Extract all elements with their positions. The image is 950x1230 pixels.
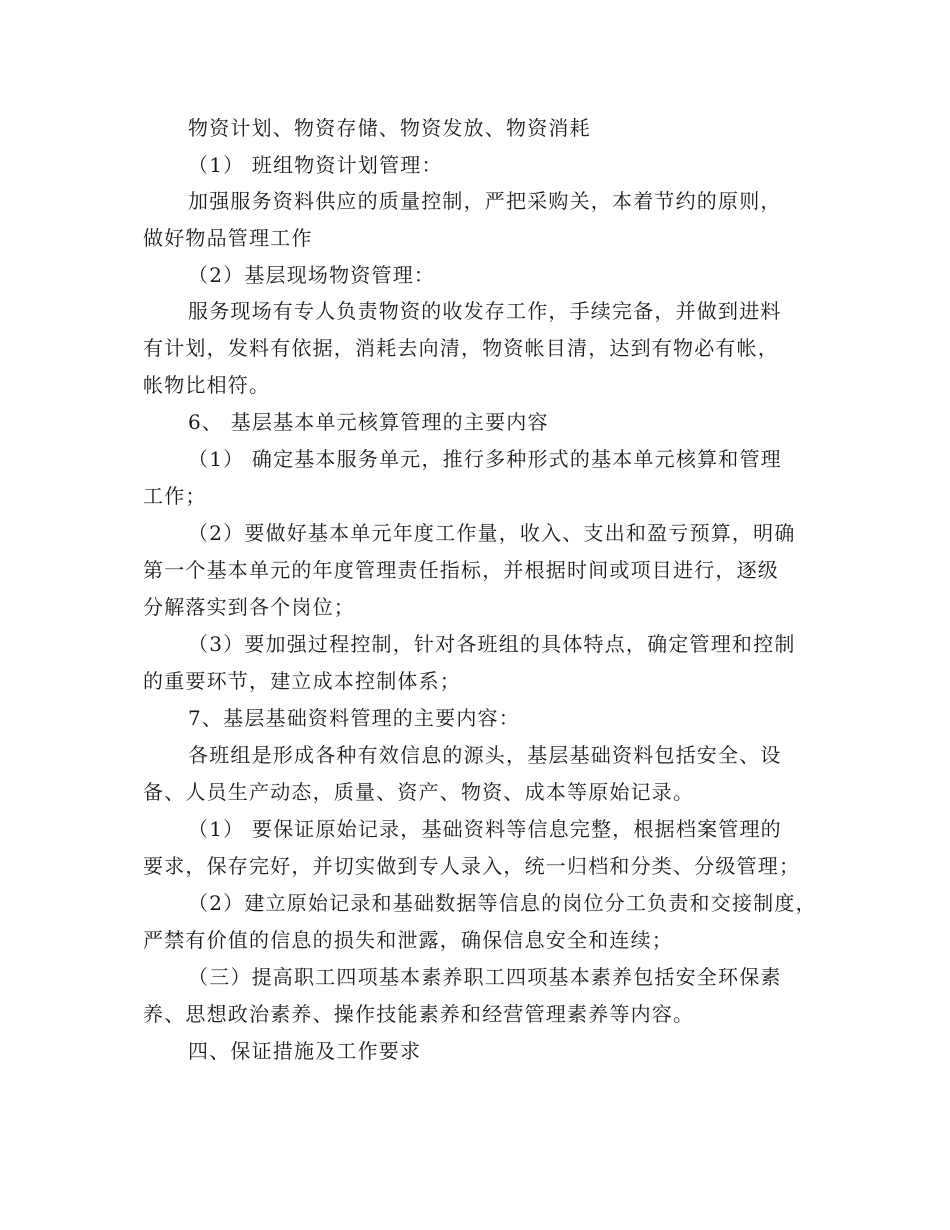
text-line: 工作； [143, 484, 207, 508]
text-line: 做好物品管理工作 [143, 226, 313, 250]
text-line: 第一个基本单元的年度管理责任指标，并根据时间或项目进行，逐级 [143, 558, 779, 582]
text-line: 养、思想政治素养、操作技能素养和经营管理素养等内容。 [143, 1002, 695, 1026]
text-line: （2）建立原始记录和基础数据等信息的岗位分工负责和交接制度， [188, 891, 817, 915]
text-line: （2）要做好基本单元年度工作量，收入、支出和盈亏预算，明确 [188, 521, 796, 545]
text-line: 物资计划、物资存储、物资发放、物资消耗 [188, 116, 591, 140]
text-line: 6、 基层基本单元核算管理的主要内容 [188, 410, 549, 434]
text-line: 四、保证措施及工作要求 [188, 1039, 422, 1063]
text-line: 分解落实到各个岗位； [143, 595, 355, 619]
text-line: 要求，保存完好，并切实做到专人录入，统一归档和分类、分级管理； [143, 854, 801, 878]
text-line: 严禁有价值的信息的损失和泄露，确保信息安全和连续； [143, 928, 673, 952]
text-line: 有计划，发料有依据，消耗去向清，物资帐目清，达到有物必有帐， [143, 336, 779, 360]
text-line: 服务现场有专人负责物资的收发存工作，手续完备，并做到进料 [188, 299, 782, 323]
text-line: 的重要环节，建立成本控制体系； [143, 669, 461, 693]
text-line: （1） 班组物资计划管理： [188, 153, 443, 177]
text-line: （三）提高职工四项基本素养职工四项基本素养包括安全环保素 [188, 965, 782, 989]
text-line: 加强服务资料供应的质量控制，严把采购关，本着节约的原则， [188, 189, 782, 213]
text-line: 各班组是形成各种有效信息的源头，基层基础资料包括安全、设 [188, 743, 782, 767]
text-line: 7、基层基础资料管理的主要内容： [188, 706, 520, 730]
text-line: （1） 确定基本服务单元，推行多种形式的基本单元核算和管理 [188, 447, 782, 471]
text-line: （3）要加强过程控制，针对各班组的具体特点，确定管理和控制 [188, 632, 796, 656]
text-line: （1） 要保证原始记录，基础资料等信息完整，根据档案管理的 [188, 817, 782, 841]
text-line: 帐物比相符。 [143, 373, 271, 397]
text-line: 备、人员生产动态，质量、资产、物资、成本等原始记录。 [143, 780, 695, 804]
text-line: （2）基层现场物资管理： [188, 263, 436, 287]
